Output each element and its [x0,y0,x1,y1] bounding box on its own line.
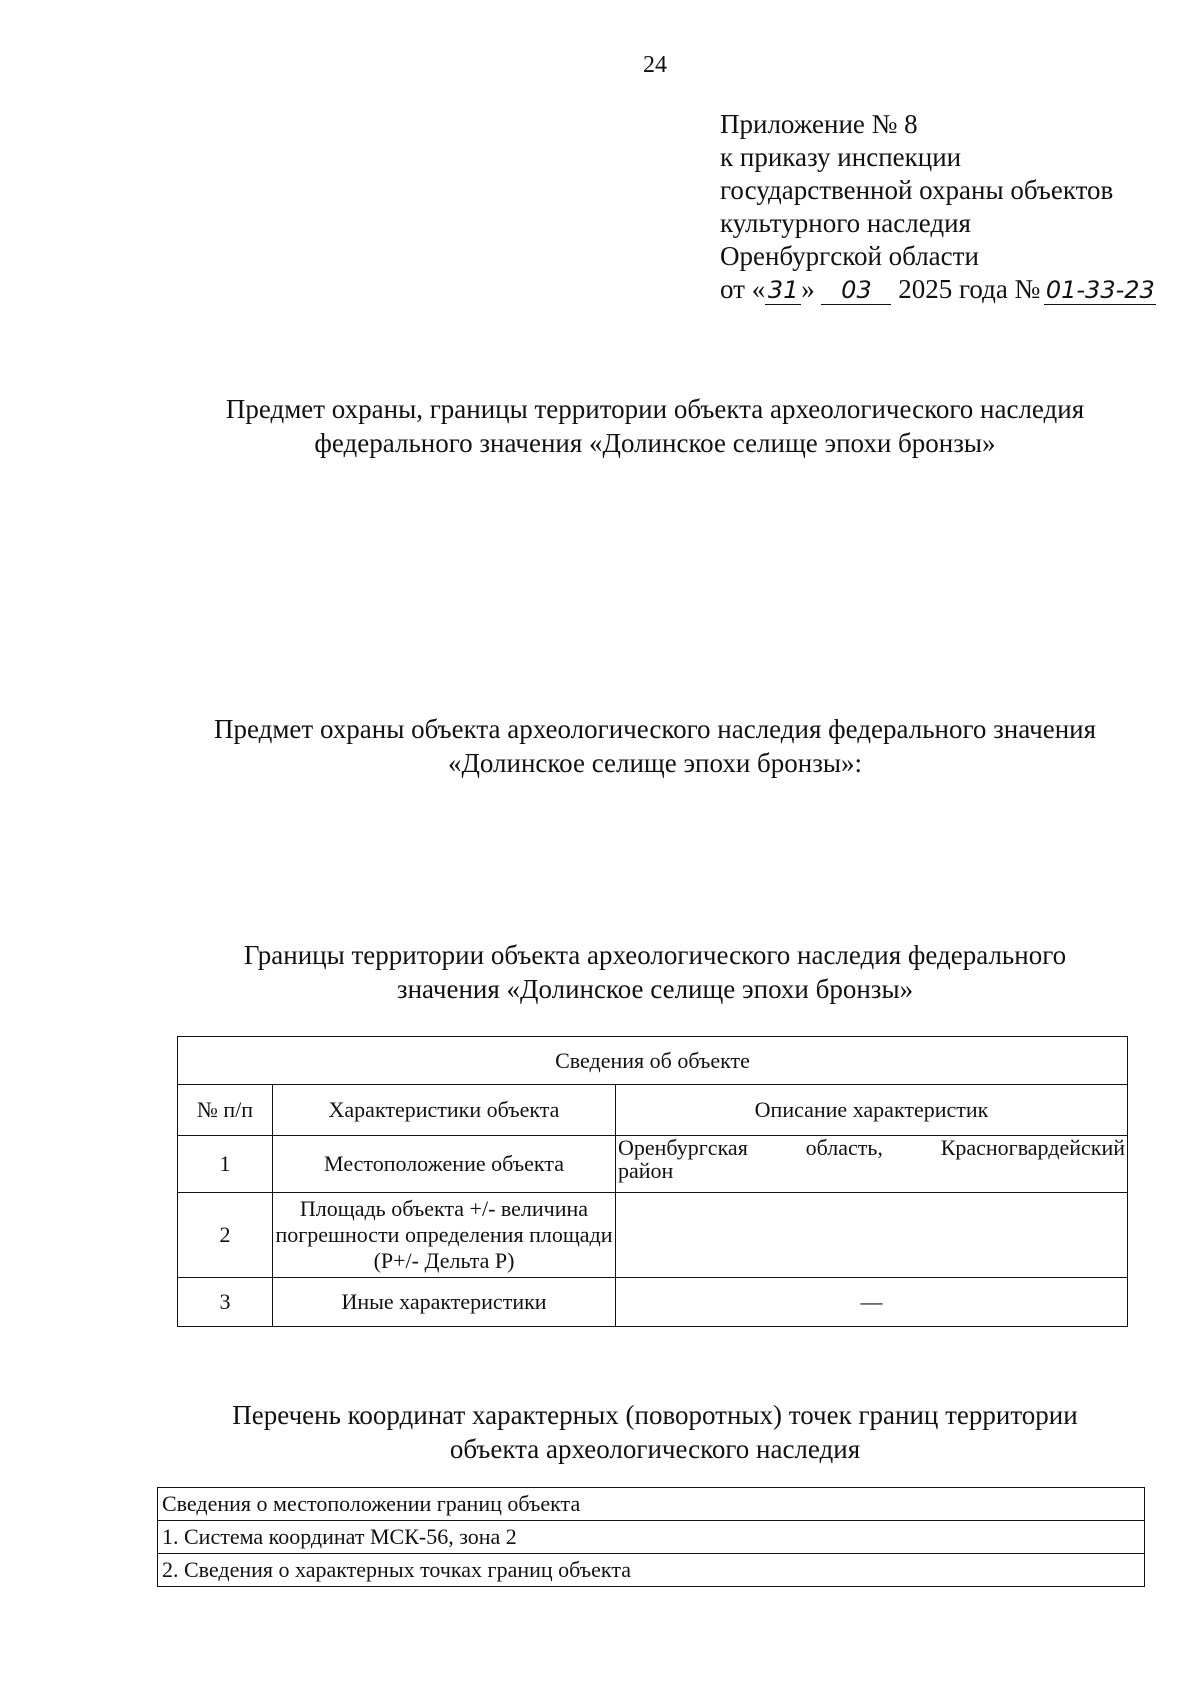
coord-row-cell: 2. Сведения о характерных точках границ объекта [158,1554,1145,1587]
handwritten-day: 31 [765,276,801,305]
appendix-line: государственной охраны объектов [720,175,1114,205]
object-info-table [177,1036,1128,1327]
date-mid: » [801,274,815,304]
title-line: федерального значения «Долинское селище эпохи бронзы» [314,428,996,458]
heading-line: объекта археологического наследия [449,1434,861,1464]
appendix-line: Оренбургской области [720,241,979,271]
appendix-line: культурного наследия [720,208,971,238]
handwritten-month: 03 [821,276,891,305]
title-line: Предмет охраны, границы территории объекта археологического наследия [225,394,1085,424]
table-row [158,1488,1145,1521]
row-number: 3 [178,1278,273,1327]
appendix-block [720,108,1156,306]
heading-line: Предмет охраны объекта археологического наследия федерального значения [213,714,1097,744]
row-description [616,1136,1128,1193]
row-number: 1 [178,1136,273,1193]
appendix-line: к приказу инспекции [720,142,962,172]
subject-heading [0,712,1200,780]
appendix-date-line [720,273,1156,306]
heading-line: Границы территории объекта археологического наследия федерального [243,940,1067,970]
document-title [0,392,1200,460]
boundaries-heading [0,938,1200,1006]
coord-row-cell: Сведения о местоположении границ объекта [158,1488,1145,1521]
row-characteristic: Площадь объекта +/- величина погрешности определения площади (Р+/- Дельта Р) [273,1193,616,1278]
table-row [158,1554,1145,1587]
row-description [616,1193,1128,1278]
coordinates-table [157,1487,1145,1587]
row-characteristic: Иные характеристики [273,1278,616,1327]
header-characteristic: Характеристики объекта [273,1085,616,1136]
page-number: 24 [643,52,667,78]
coordinates-heading [0,1398,1200,1466]
year-text: 2025 года № [898,274,1041,304]
table-row [158,1521,1145,1554]
date-prefix: от « [720,274,766,304]
coord-row-cell: 1. Система координат МСК-56, зона 2 [158,1521,1145,1554]
heading-line: Перечень координат характерных (поворотных) точек границ территории [232,1400,1078,1430]
handwritten-order-number: 01-33-23 [1045,276,1155,304]
header-number: № п/п [178,1085,273,1136]
table-row [178,1278,1128,1327]
table-caption-row [178,1037,1128,1085]
row-characteristic: Местоположение объекта [273,1136,616,1193]
table-caption: Сведения об объекте [178,1037,1128,1085]
row-number: 2 [178,1193,273,1278]
description-line: район [618,1158,674,1183]
table-row [178,1136,1128,1193]
table-header-row [178,1085,1128,1136]
description-line: Оренбургская область, Красногвардейский [618,1135,1125,1160]
appendix-line: Приложение № 8 [720,109,918,139]
header-description: Описание характеристик [616,1085,1128,1136]
table-row [178,1193,1128,1278]
heading-line: «Долинское селище эпохи бронзы»: [447,748,863,778]
heading-line: значения «Долинское селище эпохи бронзы» [396,974,914,1004]
row-description: — [616,1278,1128,1327]
